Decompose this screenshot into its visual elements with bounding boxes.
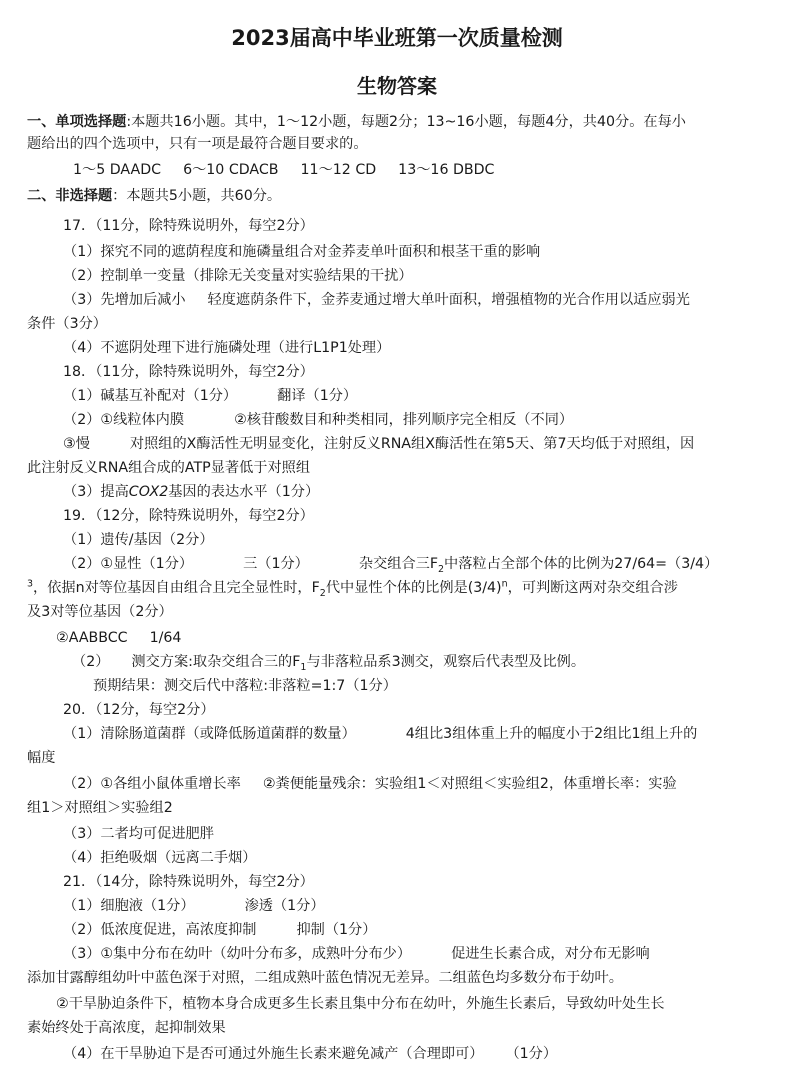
q19-answer-3a: ②AABBCC xyxy=(56,630,128,646)
q17-answer-3b: 轻度遮荫条件下，金荞麦通过增大单叶面积，增强植物的光合作用以适应弱光 xyxy=(207,292,690,308)
q18-answer-2 xyxy=(63,410,794,430)
q20-answer-2-cont: 组1＞对照组＞实验组2 xyxy=(27,800,173,816)
section1-answers xyxy=(73,160,794,180)
subscript: 2 xyxy=(319,587,326,599)
q18-answer-3b: 对照组的X酶活性无明显变化，注射反义RNA组X酶活性在第5天、第7天均低于对照组，因 xyxy=(129,436,695,452)
q21-answer-5a: （4）在干旱胁迫下是否可通过外施生长素来避免减产（合理即可） xyxy=(63,1046,484,1062)
q21-answer-3a: （3）①集中分布在幼叶（幼叶分布多，成熟叶分布少） xyxy=(63,946,412,962)
q20-answer-2b: ②粪便能量残余：实验组1＜对照组＜实验组2，体重增长率：实验 xyxy=(262,776,677,792)
q18-answer-4a: （3）提高 xyxy=(63,484,129,500)
q17-answer-3-cont: 条件（3分） xyxy=(27,316,107,332)
q21-answer-4-cont: 素始终处于高浓度，起抑制效果 xyxy=(27,1020,226,1036)
answers-6-10: 6～10 CDACB xyxy=(183,162,279,178)
q20-answer-1a: （1）清除肠道菌群（或降低肠道菌群的数量） xyxy=(63,726,356,742)
q17-answer-1: （1）探究不同的遮荫程度和施磷量组合对金荞麦单叶面积和根茎干重的影响 xyxy=(63,244,541,260)
q18-answer-1b: 翻译（1分） xyxy=(277,388,358,404)
section1-heading: 一、单项选择题 xyxy=(27,114,127,130)
q20-answer-1b: 4组比3组体重上升的幅度小于2组比1组上升的 xyxy=(405,726,698,742)
section1-line-1 xyxy=(27,112,794,132)
q19-answer-1: （1）遗传/基因（2分） xyxy=(63,532,214,548)
q19-answer-3b: 1/64 xyxy=(149,630,182,646)
superscript: 3 xyxy=(27,578,34,590)
q20-answer-2a: （2）①各组小鼠体重增长率 xyxy=(63,776,241,792)
q19-answer-4b: 测交方案:取杂交组合三的F xyxy=(131,654,301,670)
superscript: n xyxy=(501,578,508,590)
q20-answer-1-cont: 幅度 xyxy=(27,750,56,766)
q19-answer-2-line3: 及3对等位基因（2分） xyxy=(27,604,173,620)
q19-answer-2d: ，依据n对等位基因自由组合且完全显性时，F xyxy=(33,580,320,596)
q19-answer-4 xyxy=(72,652,794,672)
answers-11-12: 11～12 CD xyxy=(300,162,377,178)
document-title: 2023届高中毕业班第一次质量检测 xyxy=(231,26,563,50)
q19-answer-2a: （2）①显性（1分） xyxy=(63,556,194,572)
q19-answer-2c-cont: 中落粒占全部个体的比例为27/64=（3/4） xyxy=(444,556,719,572)
answers-1-5: 1～5 DAADC xyxy=(73,162,162,178)
subscript: 2 xyxy=(437,563,445,575)
q20-answer-2 xyxy=(63,774,794,794)
q19-answer-2-line2 xyxy=(27,578,794,598)
q21-answer-2 xyxy=(63,920,794,940)
q17-answer-2: （2）控制单一变量（排除无关变量对实验结果的干扰） xyxy=(63,268,413,284)
q17-answer-3a: （3）先增加后减小 xyxy=(63,292,186,308)
document-subtitle: 生物答案 xyxy=(357,74,437,98)
q21-answer-3 xyxy=(63,944,794,964)
q18-heading: 18．（11分，除特殊说明外，每空2分） xyxy=(63,364,314,380)
q17-heading: 17．（11分，除特殊说明外，每空2分） xyxy=(63,218,314,234)
q19-answer-4b-cont: 与非落粒品系3测交，观察后代表型及比例。 xyxy=(306,654,586,670)
q19-answer-2b: 三（1分） xyxy=(243,556,309,572)
q18-answer-3a: ③慢 xyxy=(63,436,90,452)
section1-line-2: 题给出的四个选项中，只有一项是最符合题目要求的。 xyxy=(27,136,368,152)
q18-answer-2b: ②核苷酸数目和种类相同，排列顺序完全相反（不同） xyxy=(234,412,574,428)
q21-answer-1 xyxy=(63,896,794,916)
q20-answer-3: （3）二者均可促进肥胖 xyxy=(63,826,214,842)
subscript: 1 xyxy=(300,661,307,673)
answers-13-16: 13～16 DBDC xyxy=(398,162,495,178)
q21-heading: 21．（14分，除特殊说明外，每空2分） xyxy=(63,874,314,890)
q17-answer-3 xyxy=(63,290,794,310)
q18-answer-4b: 基因的表达水平（1分） xyxy=(168,484,320,500)
section2-line xyxy=(27,186,794,206)
q21-answer-5 xyxy=(63,1044,794,1064)
q21-answer-1a: （1）细胞液（1分） xyxy=(63,898,195,914)
q21-answer-2a: （2）低浓度促进，高浓度抑制 xyxy=(63,922,257,938)
q18-answer-1 xyxy=(63,386,794,406)
q19-answer-2d-end: ，可判断这两对杂交组合涉 xyxy=(507,580,678,596)
gene-name: COX2 xyxy=(128,484,169,500)
q21-answer-1b: 渗透（1分） xyxy=(244,898,325,914)
q18-answer-3 xyxy=(63,434,794,454)
q21-answer-5b: （1分） xyxy=(505,1046,558,1062)
q18-answer-3-cont: 此注射反义RNA组合成的ATP显著低于对照组 xyxy=(27,460,311,476)
q18-answer-4 xyxy=(63,482,794,502)
q19-answer-2d-cont: 代中显性个体的比例是(3/4) xyxy=(325,580,502,596)
q19-heading: 19．（12分，除特殊说明外，每空2分） xyxy=(63,508,314,524)
q21-answer-3-cont: 添加甘露醇组幼叶中蓝色深于对照，二组成熟叶蓝色情况无差异。二组蓝色均多数分布于幼叶。 xyxy=(27,970,623,986)
q20-answer-1 xyxy=(63,724,794,744)
q21-answer-3b: 促进生长素合成，对分布无影响 xyxy=(451,946,650,962)
q18-answer-2a: （2）①线粒体内膜 xyxy=(63,412,185,428)
q18-answer-1a: （1）碱基互补配对（1分） xyxy=(63,388,238,404)
q17-answer-4: （4）不遮阴处理下进行施磷处理（进行L1P1处理） xyxy=(63,340,391,356)
q21-answer-4: ②干旱胁迫条件下，植物本身合成更多生长素且集中分布在幼叶，外施生长素后，导致幼叶处生长 xyxy=(56,996,665,1012)
q21-answer-2b: 抑制（1分） xyxy=(296,922,377,938)
q19-answer-2 xyxy=(63,554,794,574)
q19-answer-4a: （2） xyxy=(72,654,110,670)
q20-heading: 20．（12分，每空2分） xyxy=(63,702,215,718)
q19-answer-5: 预期结果：测交后代中落粒:非落粒=1:7（1分） xyxy=(93,678,397,694)
q19-answer-3 xyxy=(56,628,794,648)
section1-description: :本题共16小题。其中，1～12小题，每题2分；13~16小题，每题4分，共40分。在每小 xyxy=(126,114,686,130)
section2-description: ：本题共5小题，共60分。 xyxy=(112,188,282,204)
q19-answer-2c: 杂交组合三F xyxy=(358,556,438,572)
section2-heading: 二、非选择题 xyxy=(27,188,113,204)
q20-answer-4: （4）拒绝吸烟（远离二手烟） xyxy=(63,850,257,866)
